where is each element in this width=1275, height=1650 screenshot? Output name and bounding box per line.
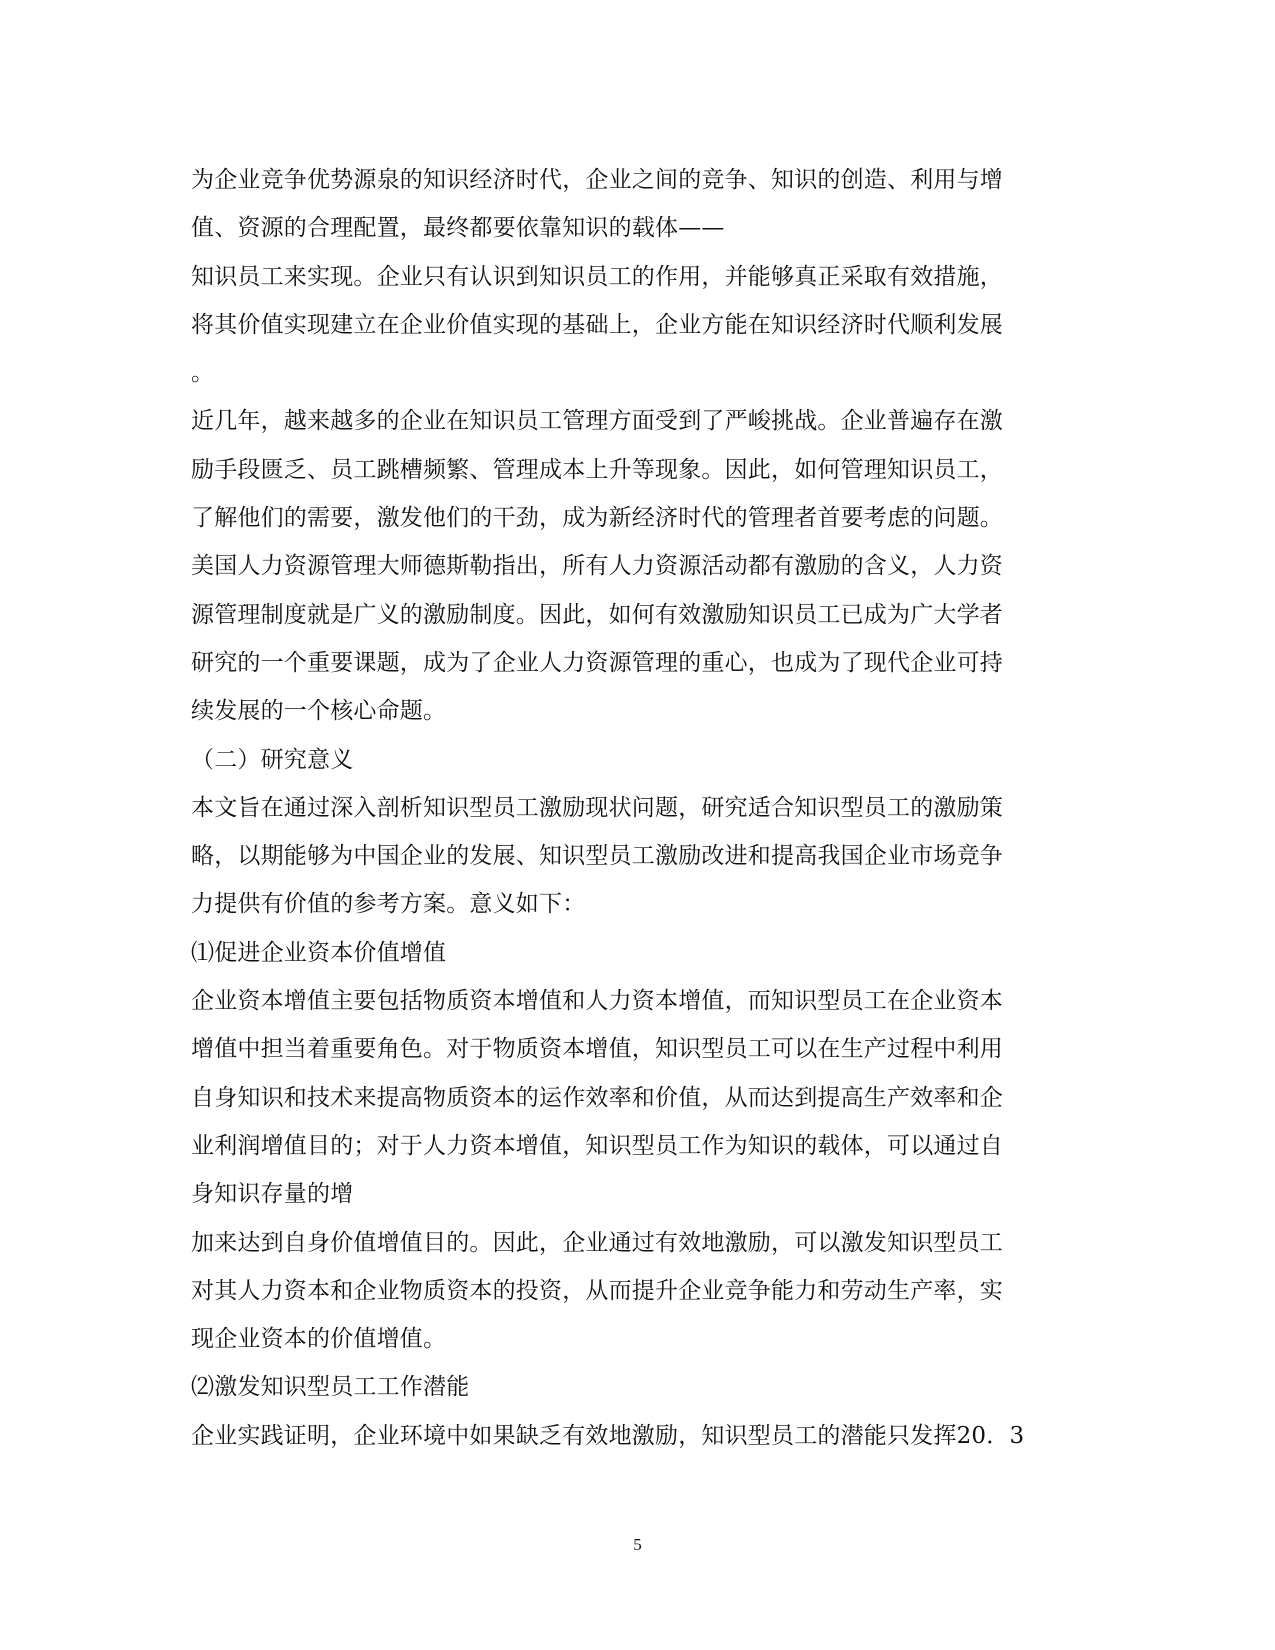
section-heading: （二）研究意义	[191, 746, 354, 773]
text-line: 研究的一个重要课题，成为了企业人力资源管理的重心，也成为了现代企业可持	[191, 649, 1003, 676]
body-text	[191, 156, 1091, 1460]
text-line: 本文旨在通过深入剖析知识型员工激励现状问题，研究适合知识型员工的激励策	[191, 794, 1003, 821]
text-line: 值、资源的合理配置，最终都要依靠知识的载体——	[191, 215, 725, 242]
text-line: 力提供有价值的参考方案。意义如下：	[191, 891, 586, 918]
subheading: ⑴促进企业资本价值增值	[191, 939, 447, 966]
text-line: 了解他们的需要，激发他们的干劲，成为新经济时代的管理者首要考虑的问题。	[191, 505, 1003, 532]
text-line: 现企业资本的价值增值。	[191, 1326, 447, 1353]
page-number: 5	[633, 1535, 642, 1554]
text-line: 美国人力资源管理大师德斯勒指出，所有人力资源活动都有激励的含义，人力资	[191, 553, 1003, 580]
text-line: 将其价值实现建立在企业价值实现的基础上，企业方能在知识经济时代顺利发展	[191, 311, 1003, 338]
text-line: 源管理制度就是广义的激励制度。因此，如何有效激励知识员工已成为广大学者	[191, 601, 1003, 628]
text-line: 增值中担当着重要角色。对于物质资本增值，知识型员工可以在生产过程中利用	[191, 1036, 1003, 1063]
text-line: 业利润增值目的；对于人力资本增值，知识型员工作为知识的载体，可以通过自	[191, 1132, 1003, 1159]
text-line: 身知识存量的增	[191, 1181, 354, 1208]
text-line: 续发展的一个核心命题。	[191, 698, 447, 725]
text-line: 知识员工来实现。企业只有认识到知识员工的作用，并能够真正采取有效措施，	[191, 263, 1003, 290]
subheading: ⑵激发知识型员工工作潜能	[191, 1374, 470, 1401]
text-line: 近几年，越来越多的企业在知识员工管理方面受到了严峻挑战。企业普遍存在激	[191, 408, 1003, 435]
text-line: 企业资本增值主要包括物质资本增值和人力资本增值，而知识型员工在企业资本	[191, 988, 1003, 1015]
text-line: 略，以期能够为中国企业的发展、知识型员工激励改进和提高我国企业市场竞争	[191, 843, 1003, 870]
text-line: 励手段匮乏、员工跳槽频繁、管理成本上升等现象。因此，如何管理知识员工，	[191, 456, 1003, 483]
text-line: 企业实践证明，企业环境中如果缺乏有效地激励，知识型员工的潜能只发挥20．3	[191, 1422, 1025, 1449]
text-line: 对其人力资本和企业物质资本的投资，从而提升企业竞争能力和劳动生产率，实	[191, 1277, 1003, 1304]
text-line: 加来达到自身价值增值目的。因此，企业通过有效地激励，可以激发知识型员工	[191, 1229, 1003, 1256]
text-line: 为企业竞争优势源泉的知识经济时代，企业之间的竞争、知识的创造、利用与增	[191, 167, 1003, 193]
text-line: 自身知识和技术来提高物质资本的运作效率和价值，从而达到提高生产效率和企	[191, 1084, 1003, 1111]
text-line: 。	[191, 360, 215, 387]
